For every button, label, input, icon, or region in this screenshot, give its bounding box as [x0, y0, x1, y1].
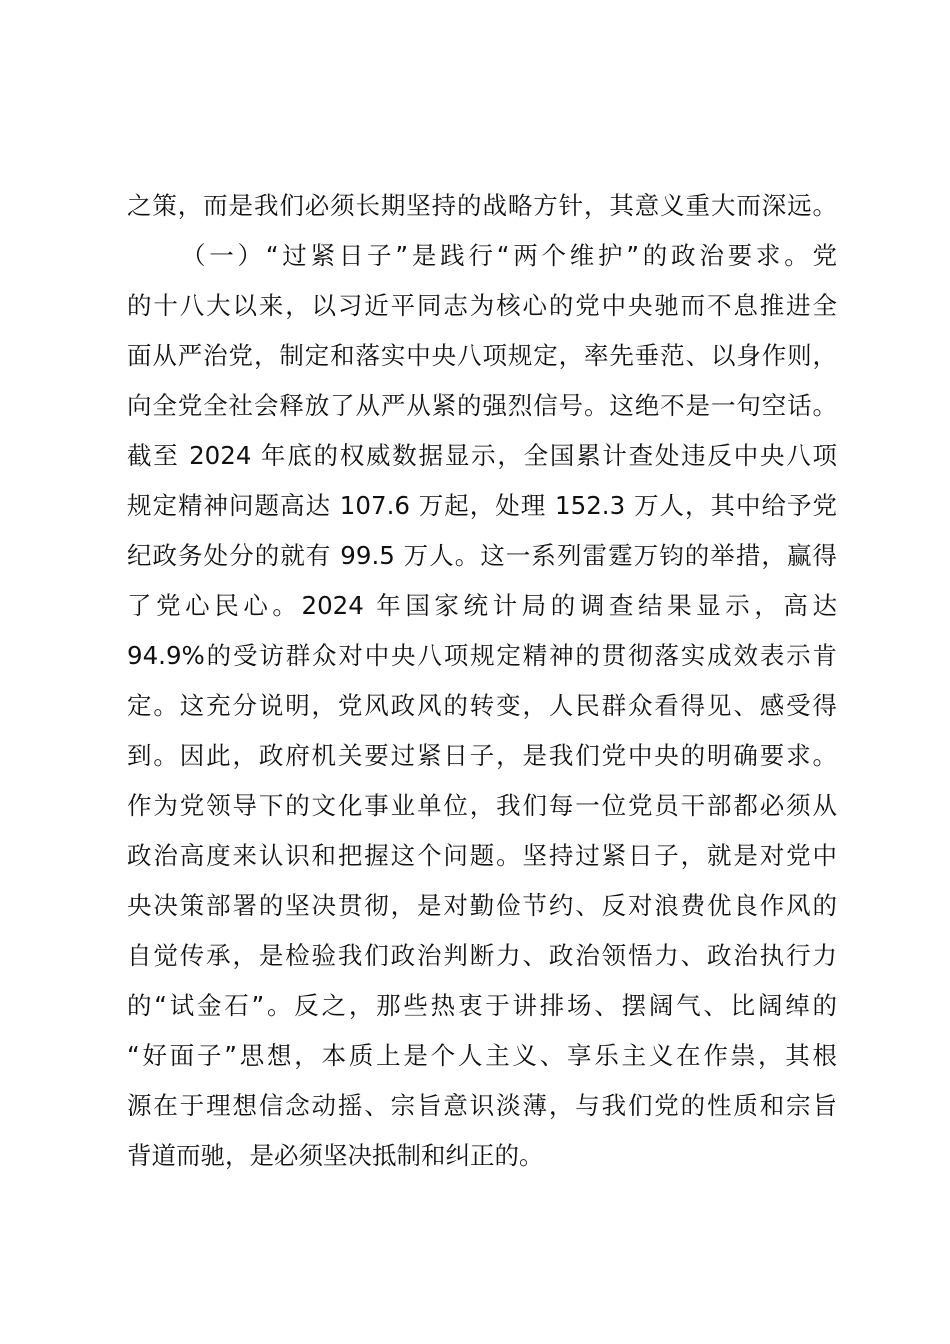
- text-line-12: 到。因此，政府机关要过紧日子，是我们党中央的明确要求。: [127, 741, 837, 770]
- text-line-8: 纪政务处分的就有 99.5 万人。这一系列雷霆万钧的举措，赢得: [127, 541, 837, 570]
- text-line-10: 94.9%的受访群众对中央八项规定精神的贯彻落实成效表示肯: [127, 641, 837, 670]
- text-line-18: “好面子”思想，本质上是个人主义、享乐主义在作祟，其根: [127, 1041, 837, 1070]
- text-line-3: 的十八大以来，以习近平同志为核心的党中央驰而不息推进全: [127, 291, 837, 320]
- text-line-1: 之策，而是我们必须长期坚持的战略方针，其意义重大而深远。: [127, 191, 837, 220]
- text-line-16: 自觉传承，是检验我们政治判断力、政治领悟力、政治执行力: [127, 941, 837, 970]
- text-line-9: 了党心民心。2024 年国家统计局的调查结果显示，高达: [127, 591, 837, 620]
- text-line-7: 规定精神问题高达 107.6 万起，处理 152.3 万人，其中给予党: [127, 491, 837, 520]
- text-line-14: 政治高度来认识和把握这个问题。坚持过紧日子，就是对党中: [127, 841, 837, 870]
- text-line-20: 背道而驰，是必须坚决抵制和纠正的。: [127, 1141, 544, 1170]
- text-line-6: 截至 2024 年底的权威数据显示，全国累计查处违反中央八项: [127, 441, 837, 470]
- text-line-11: 定。这充分说明，党风政风的转变，人民群众看得见、感受得: [127, 691, 837, 720]
- section-heading-line: （一）“过紧日子”是践行“两个维护”的政治要求。党: [181, 241, 837, 270]
- text-line-5: 向全党全社会释放了从严从紧的强烈信号。这绝不是一句空话。: [127, 391, 837, 420]
- text-line-4: 面从严治党，制定和落实中央八项规定，率先垂范、以身作则，: [127, 341, 837, 370]
- text-line-19: 源在于理想信念动摇、宗旨意识淡薄，与我们党的性质和宗旨: [127, 1091, 837, 1120]
- text-line-17: 的“试金石”。反之，那些热衷于讲排场、摆阔气、比阔绰的: [127, 991, 837, 1020]
- text-line-15: 央决策部署的坚决贯彻，是对勤俭节约、反对浪费优良作风的: [127, 891, 837, 920]
- text-line-13: 作为党领导下的文化事业单位，我们每一位党员干部都必须从: [127, 791, 837, 820]
